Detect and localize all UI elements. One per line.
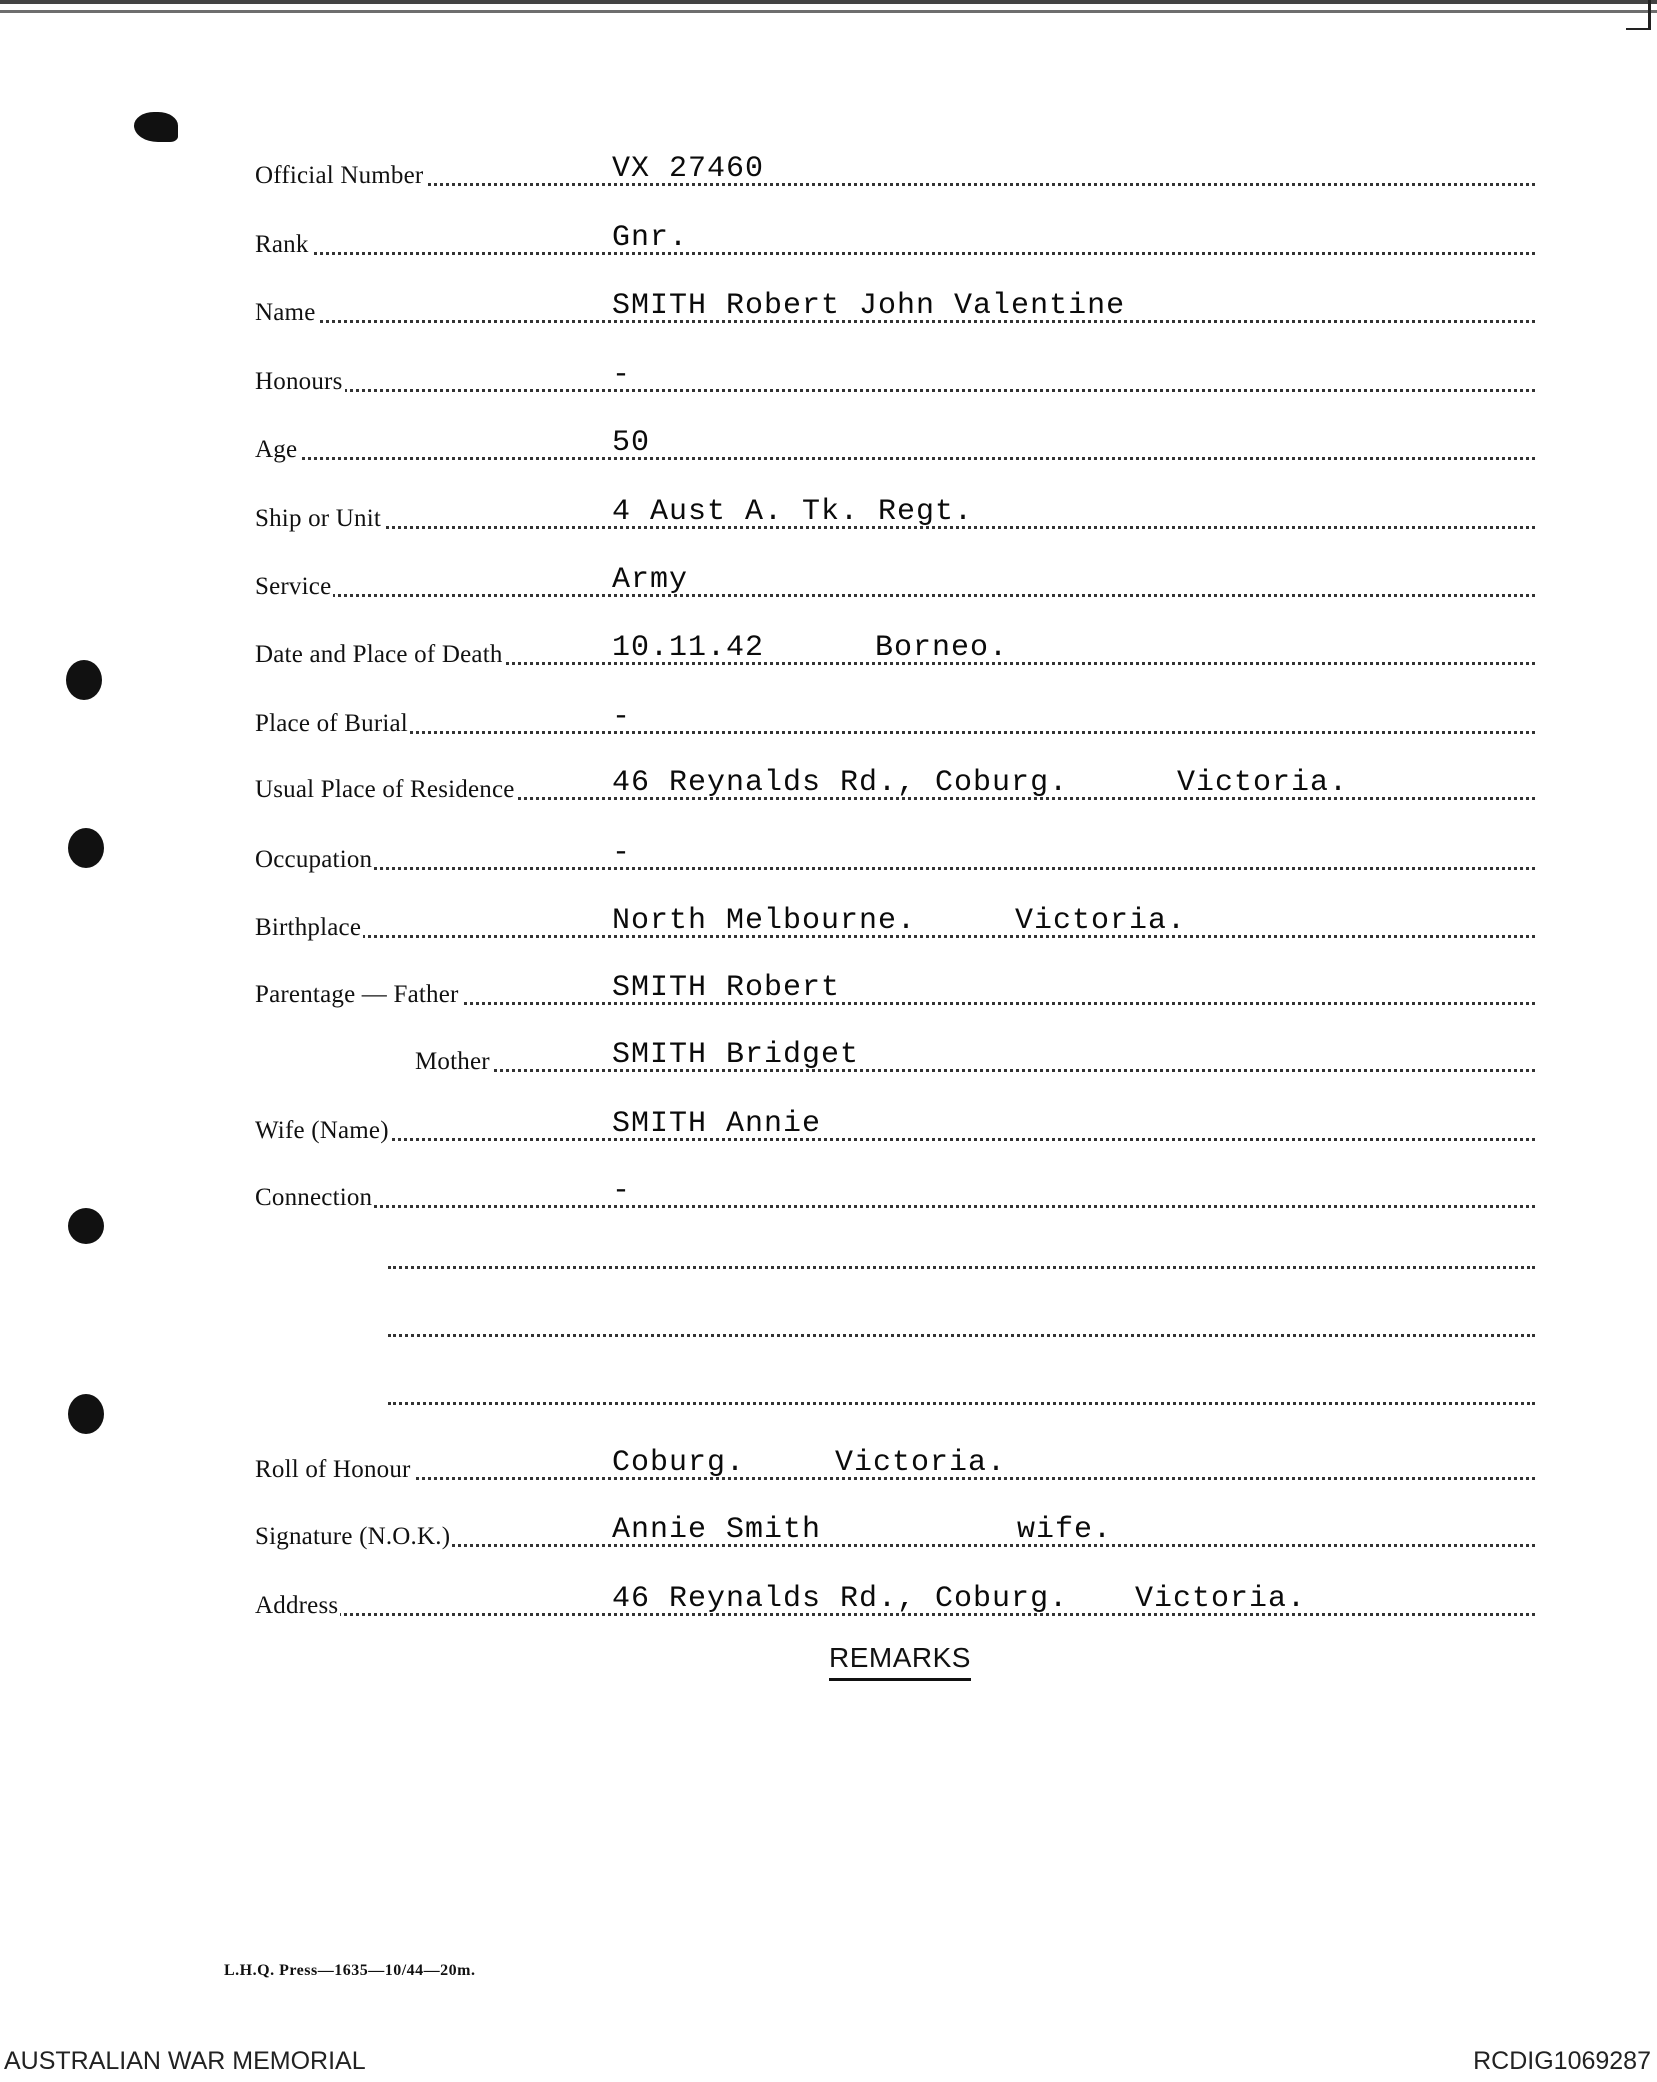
archive-credit: AUSTRALIAN WAR MEMORIAL (4, 2047, 366, 2075)
signature-relation: wife. (1017, 1513, 1113, 1547)
blank-dotted-line (388, 1266, 1535, 1269)
field-label: Parentage — Father (255, 981, 459, 1008)
field-place-of-burial (255, 702, 1535, 742)
field-value: VX 27460 (612, 152, 765, 186)
roll-town: Coburg. (612, 1446, 746, 1480)
field-ship-or-unit (255, 497, 1535, 537)
field-value: 4 Aust A. Tk. Regt. (612, 495, 974, 529)
field-service (255, 565, 1535, 605)
field-name (255, 291, 1535, 331)
dotted-line (255, 389, 1535, 392)
dotted-line (255, 252, 1535, 255)
punch-hole (68, 828, 104, 868)
field-date-place-of-death (255, 633, 1535, 673)
field-value: - (612, 1174, 632, 1208)
document-id: RCDIG1069287 (1473, 2047, 1651, 2075)
field-label: Official Number (255, 162, 424, 189)
field-occupation (255, 838, 1535, 878)
field-address (255, 1584, 1535, 1624)
field-mother (255, 1040, 1535, 1080)
field-value: Army (612, 563, 689, 597)
field-label: Wife (Name) (255, 1117, 389, 1144)
blank-dotted-line (388, 1402, 1535, 1405)
field-birthplace (255, 906, 1535, 946)
field-roll-of-honour (255, 1448, 1535, 1488)
punch-hole (68, 1208, 104, 1244)
field-label: Honours (255, 368, 343, 395)
field-wife (255, 1109, 1535, 1149)
field-label: Connection (255, 1184, 373, 1211)
field-label: Roll of Honour (255, 1456, 411, 1483)
death-date: 10.11.42 (612, 631, 765, 665)
dotted-line (255, 183, 1535, 186)
field-value: - (612, 358, 632, 392)
field-value: - (612, 836, 632, 870)
punch-hole (68, 1394, 104, 1434)
dotted-line (415, 1069, 1535, 1072)
remarks-heading: REMARKS (829, 1642, 971, 1681)
field-label: Age (255, 436, 298, 463)
punch-hole (66, 660, 102, 700)
roll-state: Victoria. (835, 1446, 1007, 1480)
field-label: Service (255, 573, 332, 600)
field-honours (255, 360, 1535, 400)
death-place: Borneo. (875, 631, 1009, 665)
field-value: 50 (612, 426, 651, 460)
field-label: Rank (255, 231, 309, 258)
field-official-number (255, 154, 1535, 194)
field-label: Mother (415, 1048, 490, 1075)
punch-hole (134, 112, 178, 142)
address-street: 46 Reynalds Rd., Coburg. (612, 1582, 1069, 1616)
field-value: Gnr. (612, 221, 689, 255)
field-label: Ship or Unit (255, 505, 382, 532)
scan-edge (0, 0, 1657, 26)
field-label: Signature (N.O.K.) (255, 1523, 451, 1550)
dotted-line (255, 594, 1535, 597)
field-age (255, 428, 1535, 468)
field-label: Address (255, 1592, 339, 1619)
field-rank (255, 223, 1535, 263)
dotted-line (255, 867, 1535, 870)
field-label: Place of Burial (255, 710, 408, 737)
field-value: - (612, 700, 632, 734)
field-label: Name (255, 299, 316, 326)
dotted-line (255, 1138, 1535, 1141)
dotted-line (255, 1205, 1535, 1208)
residence-state: Victoria. (1177, 766, 1349, 800)
signature-name: Annie Smith (612, 1513, 822, 1547)
field-label: Birthplace (255, 914, 362, 941)
field-connection (255, 1176, 1535, 1216)
blank-dotted-line (388, 1334, 1535, 1337)
press-mark: L.H.Q. Press—1635—10/44—20m. (224, 1962, 476, 1979)
field-value: SMITH Robert John Valentine (612, 289, 1126, 323)
dotted-line (255, 457, 1535, 460)
field-signature (255, 1515, 1535, 1555)
scan-corner-mark (1626, 0, 1651, 30)
field-label: Occupation (255, 846, 373, 873)
birthplace-town: North Melbourne. (612, 904, 917, 938)
field-value: SMITH Bridget (612, 1038, 860, 1072)
field-value: SMITH Annie (612, 1107, 822, 1141)
dotted-line (255, 731, 1535, 734)
field-usual-residence (255, 768, 1535, 808)
residence-street: 46 Reynalds Rd., Coburg. (612, 766, 1069, 800)
field-father (255, 973, 1535, 1013)
field-label: Usual Place of Residence (255, 776, 515, 803)
field-label: Date and Place of Death (255, 641, 503, 668)
field-value: SMITH Robert (612, 971, 841, 1005)
address-state: Victoria. (1135, 1582, 1307, 1616)
birthplace-state: Victoria. (1015, 904, 1187, 938)
